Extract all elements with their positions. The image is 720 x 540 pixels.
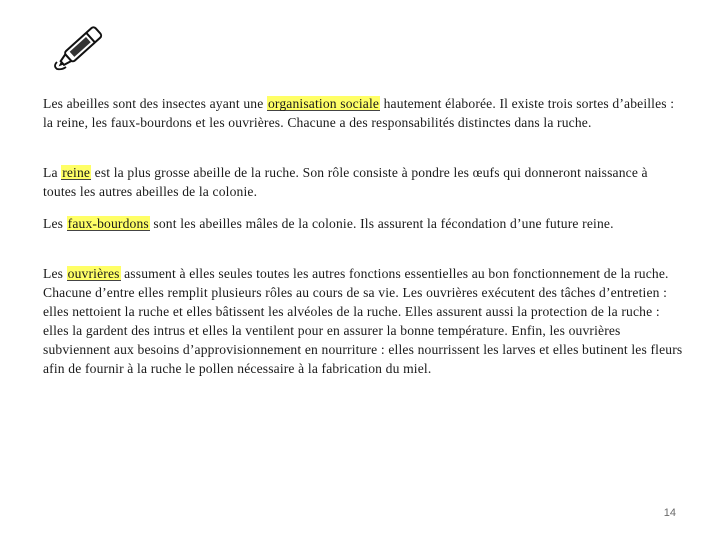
highlighted-term: organisation sociale bbox=[267, 96, 380, 111]
paragraph-reine bbox=[43, 163, 683, 201]
paragraph-text: hautement élaborée. Il existe trois sortes d’abeilles : la reine, les faux-bourdons et les ouvrières. Chacune a des responsabilités distinctes dans la ruche. bbox=[43, 96, 675, 130]
paragraph-text: assument à elles seules toutes les autres fonctions essentielles au bon fonctionnement de la ruche. Chacune d’entre elles remplit plusieurs rôles au cours de sa vie. Les ouvrières exécutent des tâches d’entretien : elles nettoient la ruche et elles bâtissent les alvéoles de la ruche. Elles assurent aussi la protection de la ruche : elles la gardent des intrus et elles la ventilent pour en assurer la bonne température. Enfin, les ouvrières subviennent aux besoins d’approvisionnement en nourriture : elles nourrissent les larves et elles butinent les fleurs afin de fournir à la ruche le pollen nécessaire à la fabrication du miel. bbox=[43, 266, 683, 376]
highlighted-term: ouvrières bbox=[67, 266, 120, 281]
paragraph-ouvrieres bbox=[43, 264, 683, 378]
paragraph-text: Les bbox=[43, 216, 67, 231]
highlighted-term: faux-bourdons bbox=[67, 216, 149, 231]
paragraph-text: sont les abeilles mâles de la colonie. Ils assurent la fécondation d’une future reine. bbox=[149, 216, 614, 231]
paragraph-intro bbox=[43, 94, 683, 132]
highlighter-pen-icon bbox=[48, 16, 110, 74]
page-number: 14 bbox=[663, 507, 676, 519]
paragraph-faux-bourdons bbox=[43, 214, 683, 233]
paragraph-text: est la plus grosse abeille de la ruche. Son rôle consiste à pondre les œufs qui donneront naissance à toutes les autres abeilles de la colonie. bbox=[43, 165, 648, 199]
paragraph-text: Les abeilles sont des insectes ayant une bbox=[43, 96, 267, 111]
highlighted-term: reine bbox=[62, 165, 91, 180]
paragraph-text: La bbox=[43, 165, 62, 180]
paragraph-text: Les bbox=[43, 266, 67, 281]
